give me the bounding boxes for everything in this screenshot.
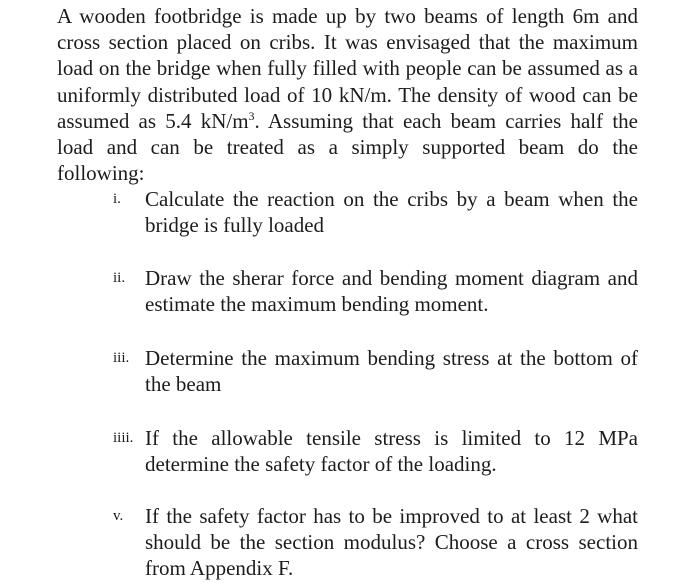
task-item-3 (113, 342, 638, 397)
task-marker-1: i. (113, 191, 121, 207)
task-text-2: Draw the sherar force and bending moment diagram and estimate the maximum bending moment. (145, 266, 638, 317)
task-item-5 (113, 500, 638, 582)
task-item-4 (113, 422, 638, 477)
task-item-1 (113, 183, 638, 238)
task-item-2 (113, 262, 638, 317)
task-text-1: Calculate the reaction on the cribs by a beam when the bridge is fully loaded (145, 187, 638, 238)
task-marker-4: iiii. (113, 430, 134, 446)
problem-intro-text: A wooden footbridge is made up by two beams of length 6m and cross section placed on cribs. It was envisaged that the maximum load on the bridge when fully filled with people can be assumed as a uniformly distributed load of 10 kN/m. The density of wood can be assumed as 5.4 kN/m (57, 4, 638, 133)
task-marker-2: ii. (113, 270, 126, 286)
units-superscript: 3 (248, 108, 255, 123)
task-text-4: If the allowable tensile stress is limited to 12 MPa determine the safety factor of the loading. (145, 426, 638, 477)
task-text-5: If the safety factor has to be improved to at least 2 what should be the section modulus? Choose a cross section from Appendix F. (145, 504, 638, 581)
task-marker-3: iii. (113, 350, 130, 366)
task-text-3: Determine the maximum bending stress at the bottom of the beam (145, 346, 638, 397)
task-marker-5: v. (113, 508, 124, 524)
problem-statement (57, 3, 638, 186)
problem-intro-tail: . Assuming that each beam carries half the load and can be treated as a simply supported beam do the following: (57, 108, 638, 186)
